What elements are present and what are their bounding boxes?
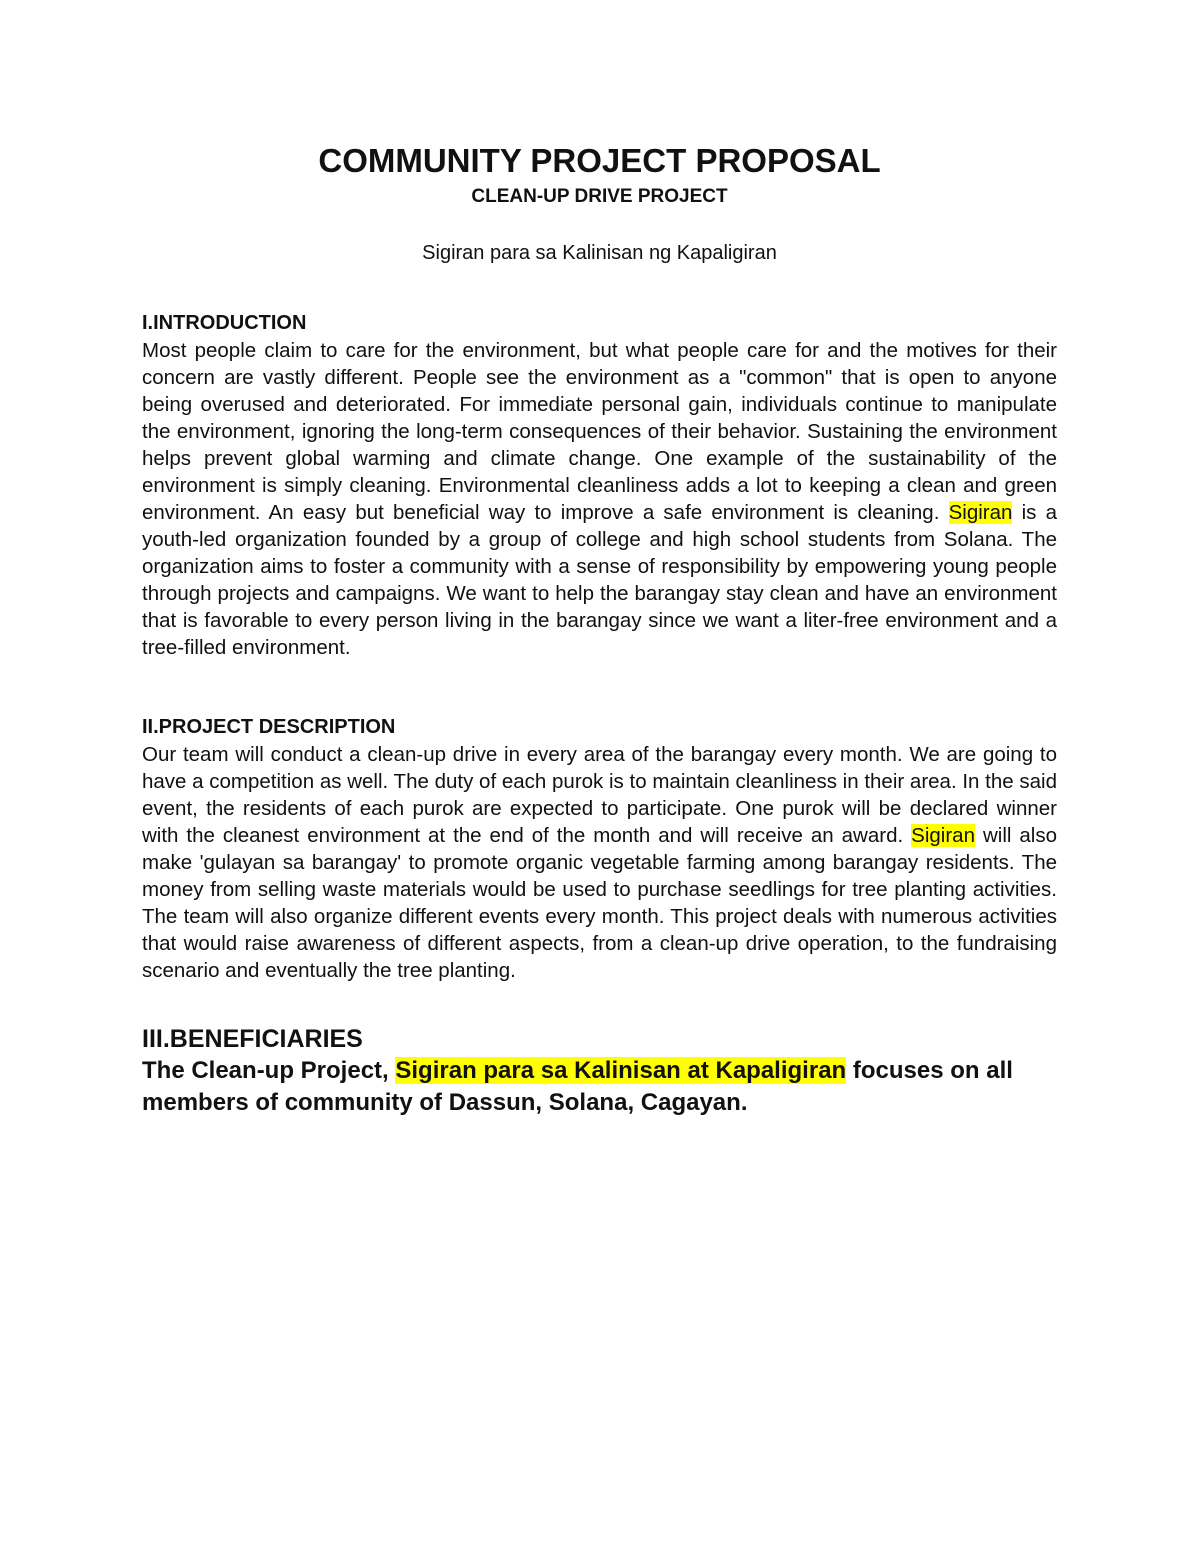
project-description-text-part1: Our team will conduct a clean-up drive in every area of the barangay every month. We are going to have a competition as well. The duty of each purok is to maintain cleanliness in their area. In the said event, the residents of each purok are expected to participate. One purok will be declared winner with the cleanest environment at the end of the month and will receive an award.: [142, 743, 1057, 847]
document-page: [142, 142, 1057, 1119]
beneficiaries-heading: III.BENEFICIARIES: [142, 1025, 363, 1053]
project-description-section: [142, 714, 1057, 984]
project-tagline: Sigiran para sa Kalinisan ng Kapaligiran: [422, 242, 777, 264]
project-description-text-part2: will also make 'gulayan sa barangay' to promote organic vegetable farming among barangay residents. The money from selling waste materials would be used to purchase seedlings for tree planting activities. The team will also organize different events every month. This project deals with numerous activities that would raise awareness of different aspects, from a clean-up drive operation, to the fundraising scenario and eventually the tree planting.: [142, 824, 1058, 982]
beneficiaries-paragraph: [142, 1055, 1057, 1119]
beneficiaries-text-part1: The Clean-up Project,: [142, 1057, 396, 1084]
project-description-highlight: Sigiran: [911, 824, 975, 847]
introduction-highlight: Sigiran: [948, 501, 1013, 524]
document-subtitle: CLEAN-UP DRIVE PROJECT: [471, 186, 728, 207]
beneficiaries-section: [142, 1023, 1057, 1119]
beneficiaries-highlight: Sigiran para sa Kalinisan at Kapaligiran: [395, 1057, 847, 1084]
introduction-text-part2: is a youth-led organization founded by a group of college and high school students from Solana. The organization aims to foster a community with a sense of responsibility by empowering young people through projects and campaigns. We want to help the barangay stay clean and have an environment that is favorable to every person living in the barangay since we want a liter-free environment and a tree-filled environment.: [142, 501, 1057, 659]
introduction-text-part1: Most people claim to care for the environment, but what people care for and the motives for their concern are vastly different. People see the environment as a "common" that is open to anyone being overused and deteriorated. For immediate personal gain, individuals continue to manipulate the environment, ignoring the long-term consequences of their behavior. Sustaining the environment helps prevent global warming and climate change. One example of the sustainability of the environment is simply cleaning. Environmental cleanliness adds a lot to keeping a clean and green environment. An easy but beneficial way to improve a safe environment is cleaning.: [142, 339, 1057, 524]
introduction-paragraph: [142, 337, 1057, 661]
project-description-heading: II.PROJECT DESCRIPTION: [142, 716, 396, 738]
document-title: COMMUNITY PROJECT PROPOSAL: [318, 142, 881, 179]
introduction-section: [142, 310, 1057, 661]
beneficiaries-text-part2: focuses on all members of community of Dassun, Solana, Cagayan.: [142, 1057, 1013, 1116]
project-description-paragraph: [142, 741, 1057, 984]
introduction-heading: I.INTRODUCTION: [142, 312, 307, 334]
